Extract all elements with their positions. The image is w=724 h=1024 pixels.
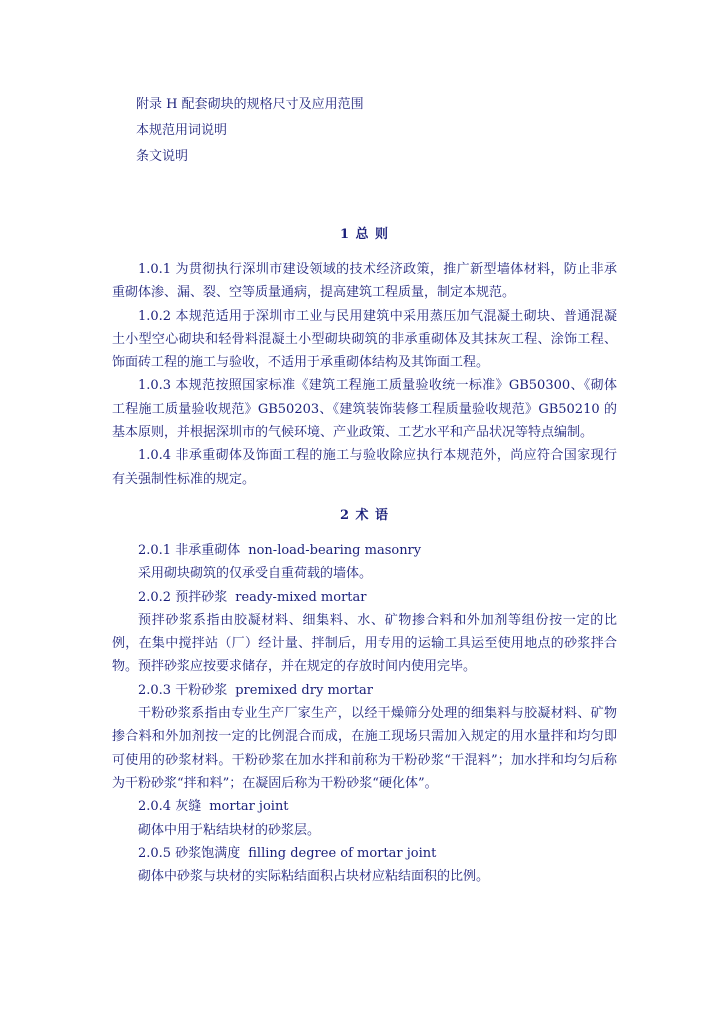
term-2-0-1-definition: 采用砌块砌筑的仅承受自重荷载的墙体。 [138, 566, 373, 582]
term-number: 2.0.4 [138, 799, 172, 815]
term-english: ready-mixed mortar [235, 589, 367, 605]
term-2-0-2-heading [112, 586, 617, 609]
clause-text: 为贯彻执行深圳市建设领域的技术经济政策，推广新型墙体材料，防止非承重砌体渗、漏、裂、空等质量通病，提高建筑工程质量，制定本规范。 [112, 262, 617, 301]
term-number: 2.0.2 [138, 589, 172, 605]
term-english: filling degree of mortar joint [248, 845, 437, 861]
term-chinese: 非承重砌体 [175, 542, 241, 558]
term-english: non-load-bearing masonry [248, 542, 422, 558]
clause-number: 1.0.4 [138, 448, 172, 464]
term-2-0-2-definition: 预拌砂浆系指由胶凝材料、细集料、水、矿物掺合料和外加剂等组份按一定的比例，在集中搅拌站（厂）经计量、拌制后，用专用的运输工具运至使用地点的砂浆拌合物。预拌砂浆应按要求储存，并在规定的存放时间内使用完毕。 [112, 612, 617, 675]
clause-1-0-3 [112, 374, 617, 444]
chapter-2-title: 2 术 语 [339, 507, 390, 523]
term-2-0-4-definition: 砌体中用于粘结块材的砂浆层。 [138, 822, 321, 838]
term-english: premixed dry mortar [235, 682, 373, 698]
term-number: 2.0.5 [138, 845, 172, 861]
toc-line-appendix-h: 附录 H 配套砌块的规格尺寸及应用范围 [136, 97, 364, 112]
toc-line-clause-explanation: 条文说明 [136, 149, 189, 164]
term-chinese: 干粉砂浆 [175, 682, 228, 698]
clause-text: 非承重砌体及饰面工程的施工与验收除应执行本规范外，尚应符合国家现行有关强制性标准的规定。 [112, 448, 617, 487]
chapter-1-title: 1 总 则 [339, 227, 390, 242]
document-body [112, 224, 617, 888]
clause-1-0-1 [112, 258, 617, 305]
clause-number: 1.0.3 [138, 378, 172, 394]
term-chinese: 预拌砂浆 [175, 589, 228, 605]
table-of-contents [136, 92, 636, 170]
clause-1-0-2 [112, 305, 617, 375]
term-number: 2.0.3 [138, 682, 172, 698]
clause-1-0-4 [112, 444, 617, 491]
clause-text: 本规范适用于深圳市工业与民用建筑中采用蒸压加气混凝土砌块、普通混凝土小型空心砌块和轻骨料混凝土小型砌块砌筑的非承重砌体及其抹灰工程、涂饰工程、饰面砖工程的施工与验收，不适用于承重砌体结构及其饰面工程。 [112, 308, 617, 371]
term-chinese: 灰缝 [175, 799, 202, 815]
clause-text: 本规范按照国家标准《建筑工程施工质量验收统一标准》GB50300、《砌体工程施工质量验收规范》GB50203、《建筑装饰装修工程质量验收规范》GB50210 的基本原则，并根据深圳市的气候环境、产业政策、工艺水平和产品状况等特点编制。 [112, 378, 617, 441]
term-2-0-3-definition: 干粉砂浆系指由专业生产厂家生产，以经干燥筛分处理的细集料与胶凝材料、矿物掺合料和外加剂按一定的比例混合而成，在施工现场只需加入规定的用水量拌和均匀即可使用的砂浆材料。干粉砂浆在加水拌和前称为干粉砂浆“干混料”；加水拌和均匀后称为干粉砂浆“拌和料”；在凝固后称为干粉砂浆“硬化体”。 [112, 706, 617, 791]
term-2-0-3-heading [112, 679, 617, 702]
clause-number: 1.0.2 [138, 308, 172, 324]
term-2-0-5-definition: 砌体中砂浆与块材的实际粘结面积占块材应粘结面积的比例。 [138, 869, 490, 885]
term-english: mortar joint [209, 799, 289, 815]
term-chinese: 砂浆饱满度 [175, 845, 241, 861]
term-2-0-5-heading [112, 842, 617, 865]
term-number: 2.0.1 [138, 542, 172, 558]
term-2-0-4-heading [112, 795, 617, 818]
toc-line-wording-explanation: 本规范用词说明 [136, 123, 228, 138]
clause-number: 1.0.1 [138, 262, 172, 277]
term-2-0-1-heading [112, 539, 617, 562]
